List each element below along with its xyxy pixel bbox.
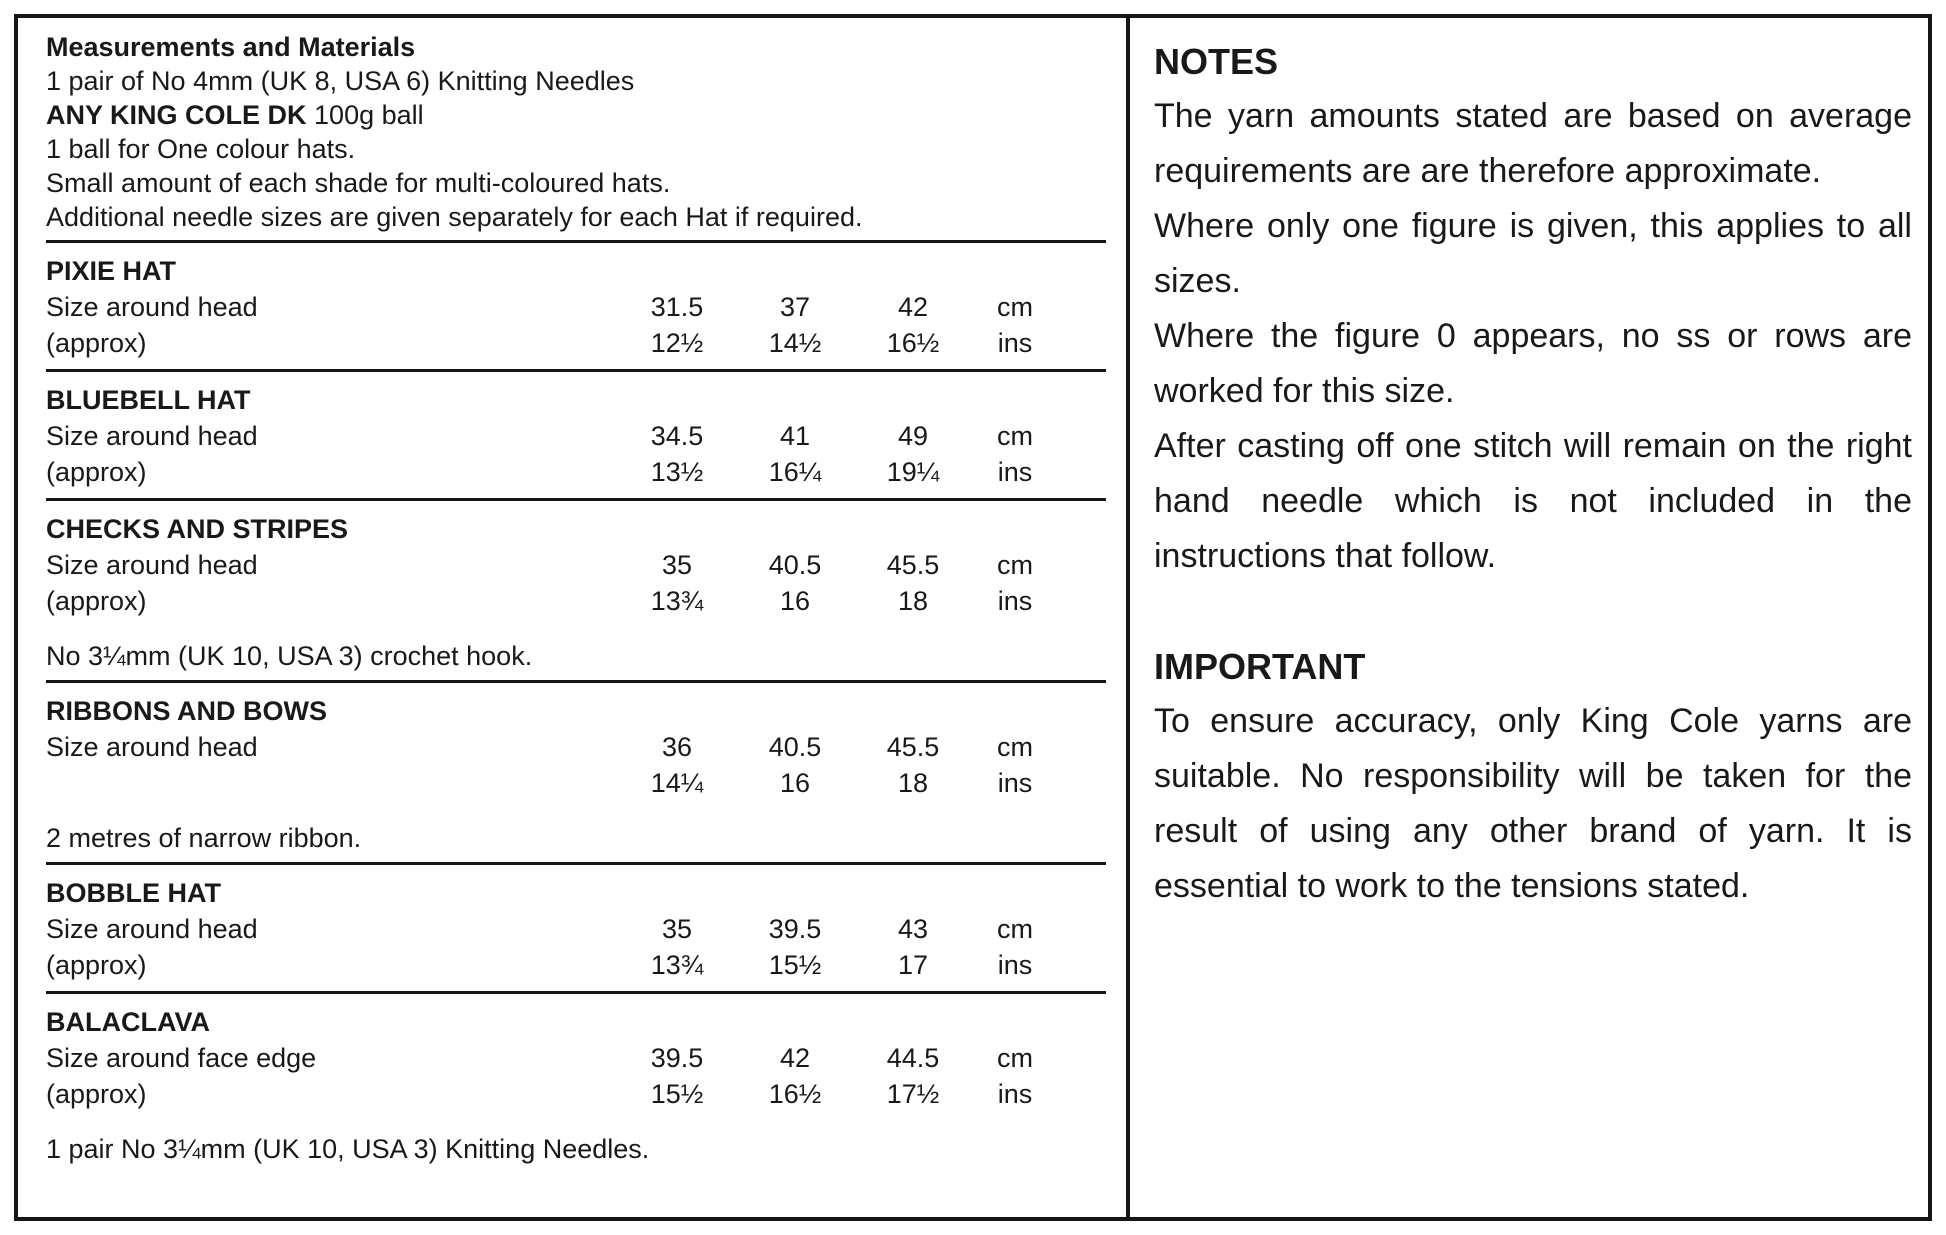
size-value-2: 37 <box>779 292 811 322</box>
size-value-3: 19¼ <box>886 457 940 487</box>
unit-label: cm <box>997 914 1033 944</box>
balaclava-needles-note: 1 pair No 3¼mm (UK 10, USA 3) Knitting Needles. <box>46 1134 650 1164</box>
materials-intro <box>46 30 1106 234</box>
unit-label: cm <box>997 1043 1033 1073</box>
needles-line: 1 pair of No 4mm (UK 8, USA 6) Knitting Needles <box>46 66 635 96</box>
size-value-3: 16½ <box>886 328 940 358</box>
size-value-2: 39.5 <box>768 914 822 944</box>
size-value-1: 15½ <box>650 1079 704 1109</box>
size-value-2: 41 <box>779 421 811 451</box>
unit-label: ins <box>997 950 1033 980</box>
size-value-2: 40.5 <box>768 550 822 580</box>
size-row-cm <box>46 547 1106 583</box>
divider-line <box>46 498 1106 501</box>
size-value-1: 14¼ <box>650 768 704 798</box>
size-row-label <box>46 765 618 801</box>
notes-paragraph: Where only one figure is given, this applies to all sizes. <box>1154 207 1912 300</box>
size-row-label: Size around head <box>46 292 258 322</box>
size-row-label: (approx) <box>46 586 147 616</box>
section-title: PIXIE HAT <box>46 256 177 286</box>
size-value-1: 39.5 <box>650 1043 704 1073</box>
unit-label: ins <box>997 768 1033 798</box>
size-value-1: 12½ <box>650 328 704 358</box>
size-value-3: 18 <box>897 586 929 616</box>
size-row-ins <box>46 325 1106 361</box>
unit-label: cm <box>997 732 1033 762</box>
size-value-2: 15½ <box>768 950 822 980</box>
unit-label: cm <box>997 550 1033 580</box>
pattern-sheet <box>14 14 1932 1221</box>
measurements-panel <box>18 18 1130 1217</box>
unit-label: ins <box>997 586 1033 616</box>
size-value-1: 13¾ <box>650 586 704 616</box>
size-row-label: Size around head <box>46 421 258 451</box>
size-row-cm <box>46 418 1106 454</box>
size-row-label: (approx) <box>46 950 147 980</box>
important-heading: IMPORTANT <box>1154 646 1366 687</box>
unit-label: cm <box>997 421 1033 451</box>
size-value-3: 42 <box>897 292 929 322</box>
notes-paragraph: After casting off one stitch will remain on the right hand needle which is not included in the instructions that follow. <box>1154 427 1912 575</box>
size-value-2: 16½ <box>768 1079 822 1109</box>
divider-line <box>46 680 1106 683</box>
size-value-3: 17 <box>897 950 929 980</box>
size-row-label: (approx) <box>46 1079 147 1109</box>
divider-line <box>46 369 1106 372</box>
size-value-2: 16 <box>779 768 811 798</box>
size-value-3: 44.5 <box>886 1043 940 1073</box>
size-value-1: 35 <box>661 550 693 580</box>
size-value-3: 18 <box>897 768 929 798</box>
size-row-label: (approx) <box>46 328 147 358</box>
ribbon-note: 2 metres of narrow ribbon. <box>46 823 362 853</box>
size-row-cm <box>46 729 1106 765</box>
measurements-title: Measurements and Materials <box>46 32 416 62</box>
unit-label: ins <box>997 328 1033 358</box>
size-row-cm <box>46 1040 1106 1076</box>
size-row-ins <box>46 583 1106 619</box>
size-row-label: Size around head <box>46 550 258 580</box>
section-pixie-hat <box>46 253 1106 372</box>
section-ribbons-and-bows <box>46 693 1106 865</box>
size-value-3: 43 <box>897 914 929 944</box>
section-balaclava <box>46 1004 1106 1166</box>
divider-line <box>46 991 1106 994</box>
size-value-2: 14½ <box>768 328 822 358</box>
size-value-3: 45.5 <box>886 732 940 762</box>
section-title: BLUEBELL HAT <box>46 385 251 415</box>
section-title: CHECKS AND STRIPES <box>46 514 349 544</box>
section-title: BALACLAVA <box>46 1007 210 1037</box>
section-title: RIBBONS AND BOWS <box>46 696 327 726</box>
size-row-cm <box>46 911 1106 947</box>
size-value-1: 13¾ <box>650 950 704 980</box>
size-value-1: 13½ <box>650 457 704 487</box>
size-value-1: 35 <box>661 914 693 944</box>
size-value-1: 34.5 <box>650 421 704 451</box>
size-row-label: Size around head <box>46 914 258 944</box>
important-paragraph: To ensure accuracy, only King Cole yarns are suitable. No responsibility will be taken for the result of using any other brand of yarn. It is essential to work to the tensions stated. <box>1154 702 1912 905</box>
yarn-ball: 100g ball <box>306 100 424 130</box>
size-value-1: 36 <box>661 732 693 762</box>
size-row-ins <box>46 947 1106 983</box>
section-bobble-hat <box>46 875 1106 994</box>
section-title: BOBBLE HAT <box>46 878 221 908</box>
size-value-1: 31.5 <box>650 292 704 322</box>
unit-label: ins <box>997 457 1033 487</box>
size-value-2: 16 <box>779 586 811 616</box>
one-colour-line: 1 ball for One colour hats. <box>46 134 356 164</box>
section-bluebell-hat <box>46 382 1106 501</box>
size-value-2: 40.5 <box>768 732 822 762</box>
notes-panel <box>1130 18 1928 1217</box>
size-value-3: 17½ <box>886 1079 940 1109</box>
multi-colour-line: Small amount of each shade for multi-coloured hats. <box>46 168 671 198</box>
notes-heading: NOTES <box>1154 41 1279 82</box>
size-value-3: 45.5 <box>886 550 940 580</box>
unit-label: cm <box>997 292 1033 322</box>
divider-line <box>46 240 1106 243</box>
size-row-ins <box>46 1076 1106 1112</box>
additional-needles-note: Additional needle sizes are given separately for each Hat if required. <box>46 202 863 232</box>
size-row-ins <box>46 765 1106 801</box>
size-row-label: Size around face edge <box>46 1043 317 1073</box>
size-row-cm <box>46 289 1106 325</box>
size-value-2: 42 <box>779 1043 811 1073</box>
unit-label: ins <box>997 1079 1033 1109</box>
crochet-hook-note: No 3¼mm (UK 10, USA 3) crochet hook. <box>46 641 533 671</box>
divider-line <box>46 862 1106 865</box>
size-value-3: 49 <box>897 421 929 451</box>
section-checks-and-stripes <box>46 511 1106 683</box>
notes-paragraph: The yarn amounts stated are based on average requirements are are therefore approximate. <box>1154 97 1912 190</box>
size-row-label: Size around head <box>46 732 258 762</box>
size-row-label: (approx) <box>46 457 147 487</box>
yarn-brand: ANY KING COLE DK <box>46 100 307 130</box>
size-value-2: 16¼ <box>768 457 822 487</box>
yarn-line <box>46 98 1106 132</box>
size-row-ins <box>46 454 1106 490</box>
notes-paragraph: Where the figure 0 appears, no ss or rows are worked for this size. <box>1154 317 1912 410</box>
